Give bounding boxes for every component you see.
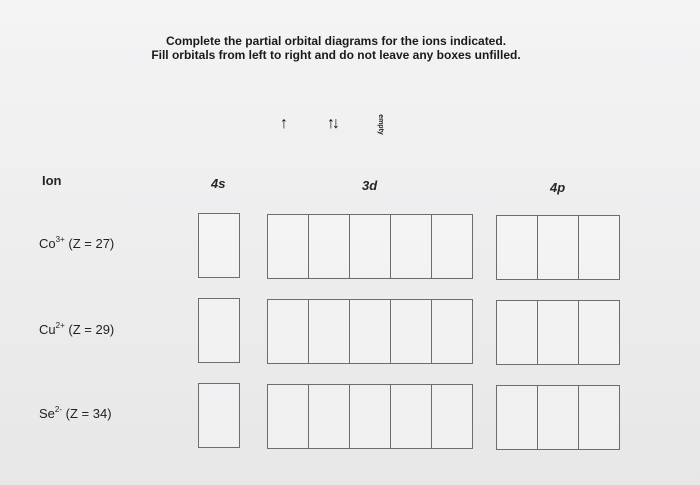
ion-atomic-number: (Z = 34)	[65, 406, 112, 421]
ion-charge: 3+	[55, 235, 65, 244]
paired-arrows-chip[interactable]: ↑↓	[327, 115, 337, 132]
ion-symbol: Cu	[39, 322, 56, 337]
orbital-4p-header: 4p	[550, 180, 566, 195]
orbital-box[interactable]	[497, 386, 538, 449]
empty-chip-label: empty	[376, 113, 384, 135]
instruction-line-1: Complete the partial orbital diagrams for the ions indicated.	[165, 34, 507, 48]
orbital-box[interactable]	[432, 385, 472, 448]
orbital-box[interactable]	[268, 215, 309, 278]
orbital-box[interactable]	[391, 385, 432, 448]
ion-label-selenium	[39, 406, 112, 421]
selenium-3d-group	[267, 384, 473, 449]
ion-atomic-number: (Z = 27)	[68, 236, 115, 251]
orbital-box[interactable]	[350, 300, 391, 363]
orbital-box[interactable]	[309, 300, 350, 363]
orbital-box[interactable]	[199, 384, 239, 447]
orbital-box[interactable]	[579, 386, 619, 449]
copper-4s-group	[198, 298, 240, 363]
cobalt-4p-group	[496, 215, 620, 280]
cobalt-3d-group	[267, 214, 473, 279]
orbital-box[interactable]	[309, 385, 350, 448]
orbital-box[interactable]	[391, 215, 432, 278]
copper-4p-group	[496, 300, 620, 365]
ion-symbol: Co	[39, 236, 56, 251]
ion-label-copper	[39, 322, 114, 337]
copper-3d-group	[267, 299, 473, 364]
orbital-box[interactable]	[579, 216, 619, 279]
ion-atomic-number: (Z = 29)	[68, 322, 115, 337]
orbital-box[interactable]	[268, 300, 309, 363]
selenium-4s-group	[198, 383, 240, 448]
orbital-box[interactable]	[497, 216, 538, 279]
instruction-line-2: Fill orbitals from left to right and do not leave any boxes unfilled.	[151, 48, 521, 62]
instructions	[0, 34, 672, 62]
orbital-box[interactable]	[268, 385, 309, 448]
orbital-box[interactable]	[538, 216, 579, 279]
orbital-box[interactable]	[350, 385, 391, 448]
orbital-box[interactable]	[432, 300, 472, 363]
orbital-box[interactable]	[497, 301, 538, 364]
ion-label-cobalt	[39, 236, 114, 251]
orbital-box[interactable]	[350, 215, 391, 278]
up-arrow-chip[interactable]: ↑	[280, 115, 288, 132]
empty-chip[interactable]	[366, 110, 394, 138]
orbital-4s-header: 4s	[211, 176, 226, 191]
ion-charge: 2+	[55, 321, 65, 330]
ion-header: Ion	[42, 173, 62, 188]
selenium-4p-group	[496, 385, 620, 450]
orbital-box[interactable]	[579, 301, 619, 364]
cobalt-4s-group	[198, 213, 240, 278]
orbital-box[interactable]	[432, 215, 472, 278]
orbital-box[interactable]	[538, 301, 579, 364]
orbital-box[interactable]	[538, 386, 579, 449]
orbital-3d-header: 3d	[362, 178, 378, 193]
orbital-box[interactable]	[309, 215, 350, 278]
orbital-box[interactable]	[391, 300, 432, 363]
ion-charge: 2-	[54, 405, 63, 414]
ion-symbol: Se	[39, 406, 55, 421]
orbital-box[interactable]	[199, 299, 239, 362]
orbital-box[interactable]	[199, 214, 239, 277]
